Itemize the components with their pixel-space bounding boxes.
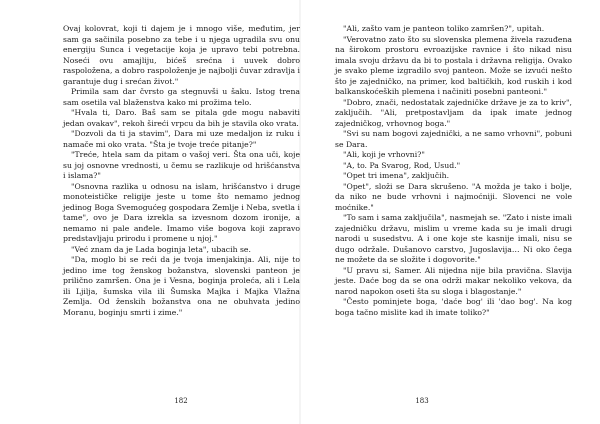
right-page (335, 24, 572, 318)
paragraph: "Treće, htela sam da pitam o vašoj veri. Šta ona uči, koje su joj osnovne vrednosti, u čemu se razlikuje od hrišćanstva i islama?" (63, 150, 300, 180)
paragraph: "Već znam da je Lada boginja leta", ubacih se. (71, 244, 251, 254)
paragraph: "To sam i sama zaključila", nasmejah se. "Zato i niste imali zajedničku državu, mislim u vreme kada su je imali drugi narodi u susedstvu. A i one koje ste kasnije imali, nisu se dugo održale. Dušanovo carstvo, Jugoslavija… Ni oko čega ne možete da se složite i dogovorite." (335, 213, 572, 264)
paragraph: "Osnovna razlika u odnosu na islam, hrišćanstvo i druge monoteističke religije jeste u tome što nemamo jednog jedinog Boga Svemogućeg gospodara Zemlje i Neba, svetla i tame", ovo je Dara izrekla sa izvesnom dozom ironije, a nemamo ni pale anđele. Imamo više bogova koji zapravo predstavljaju prirodu i promene u njoj." (63, 181, 300, 243)
paragraph: Primila sam dar čvrsto ga stegnuvši u šaku. Istog trena sam osetila val blaženstva kako mi prožima telo. (63, 87, 300, 107)
paragraph: "Opet tri imena", zaključih. (343, 171, 450, 180)
left-page (63, 24, 300, 318)
paragraph: "Ali, koji je vrhovni?" (343, 150, 425, 159)
paragraph: "Da, moglo bi se reći da je tvoja imenjakinja. Ali, nije to jedino ime tog ženskog božanstva, slovenski panteon je prilično zamršen. Ona je i Vesna, boginja proleća, ali i Lela ili Ljilja, šumska vila ili Šumska Majka i Majka Vlažna Zemlja. Od ženskih božanstva ona ne obuhvata jedino Moranu, boginju smrti i zime." (63, 255, 300, 317)
paragraph: "Hvala ti, Daro. Baš sam se pitala gde mogu nabaviti jedan ovakav", rekoh šireći vrpcu da bih je stavila oko vrata. (63, 108, 300, 128)
paragraph: "U pravu si, Samer. Ali nijedna nije bila pravična. Slavija jeste. Daće bog da se ona održi makar nekoliko vekova, da narod napokon oseti šta su sloga i blagostanje." (335, 265, 572, 296)
paragraph: "Dozvoli da ti ja stavim", Dara mi uze medaljon iz ruku i namače mi oko vrata. "Šta je tvoje treće pitanje?" (63, 129, 300, 149)
paragraph: "A, to. Pa Svarog, Rod, Usud." (343, 160, 461, 170)
paragraph: "Verovatno zato što su slovenska plemena živela razuđena na širokom prostoru evroazijske ravnice i što nikad nisu imala svoju državu da bi to postala i državna religija. Ovako je svako pleme izgradilo svoj panteon. Može se izvući nešto što je zajedničko, na primer, kod baltičkih, kod ruskih i kod balkanskoćeških plemena i načiniti posebni panteoni." (335, 34, 572, 96)
paragraph: Ovaj kolovrat, koji ti dajem je i mnogo više, međutim, jer sam ga sačinila posebno za tebe i u njega ugradila svu onu energiju Sunca i vegetacije koja je upravo tebi potrebna. Noseći ovu amajliju, bićeš srećna i uuvek dobro raspoložena, a dobro raspoloženje je najbolji čuvar zdravlja i garantuje dug i srećan život." (63, 24, 300, 86)
page-number-right: 183 (415, 397, 429, 405)
page-number-left: 182 (174, 397, 188, 405)
paragraph: "Opet", složi se Dara skrušeno. "A možda je tako i bolje, da niko ne bude vrhovni i najmoćniji. Slovenci ne vole moćnike." (335, 181, 572, 212)
paragraph: "Ali, zašto vam je panteon toliko zamršen?", upitah. (343, 24, 545, 33)
paragraph: "Često pominjete boga, 'daće bog' ili 'dao bog'. Na kog boga tačno mislite kad ih imate toliko?" (335, 297, 572, 317)
paragraph: "Dobro, znači, nedostatak zajedničke države je za to kriv", zaključih. "Ali, pretpostavljam da ipak imate jednog zajedničkog, vrhovnog boga." (335, 97, 572, 128)
paragraph: "Svi su nam bogovi zajednički, a ne samo vrhovni", pobuni se Dara. (335, 129, 572, 149)
